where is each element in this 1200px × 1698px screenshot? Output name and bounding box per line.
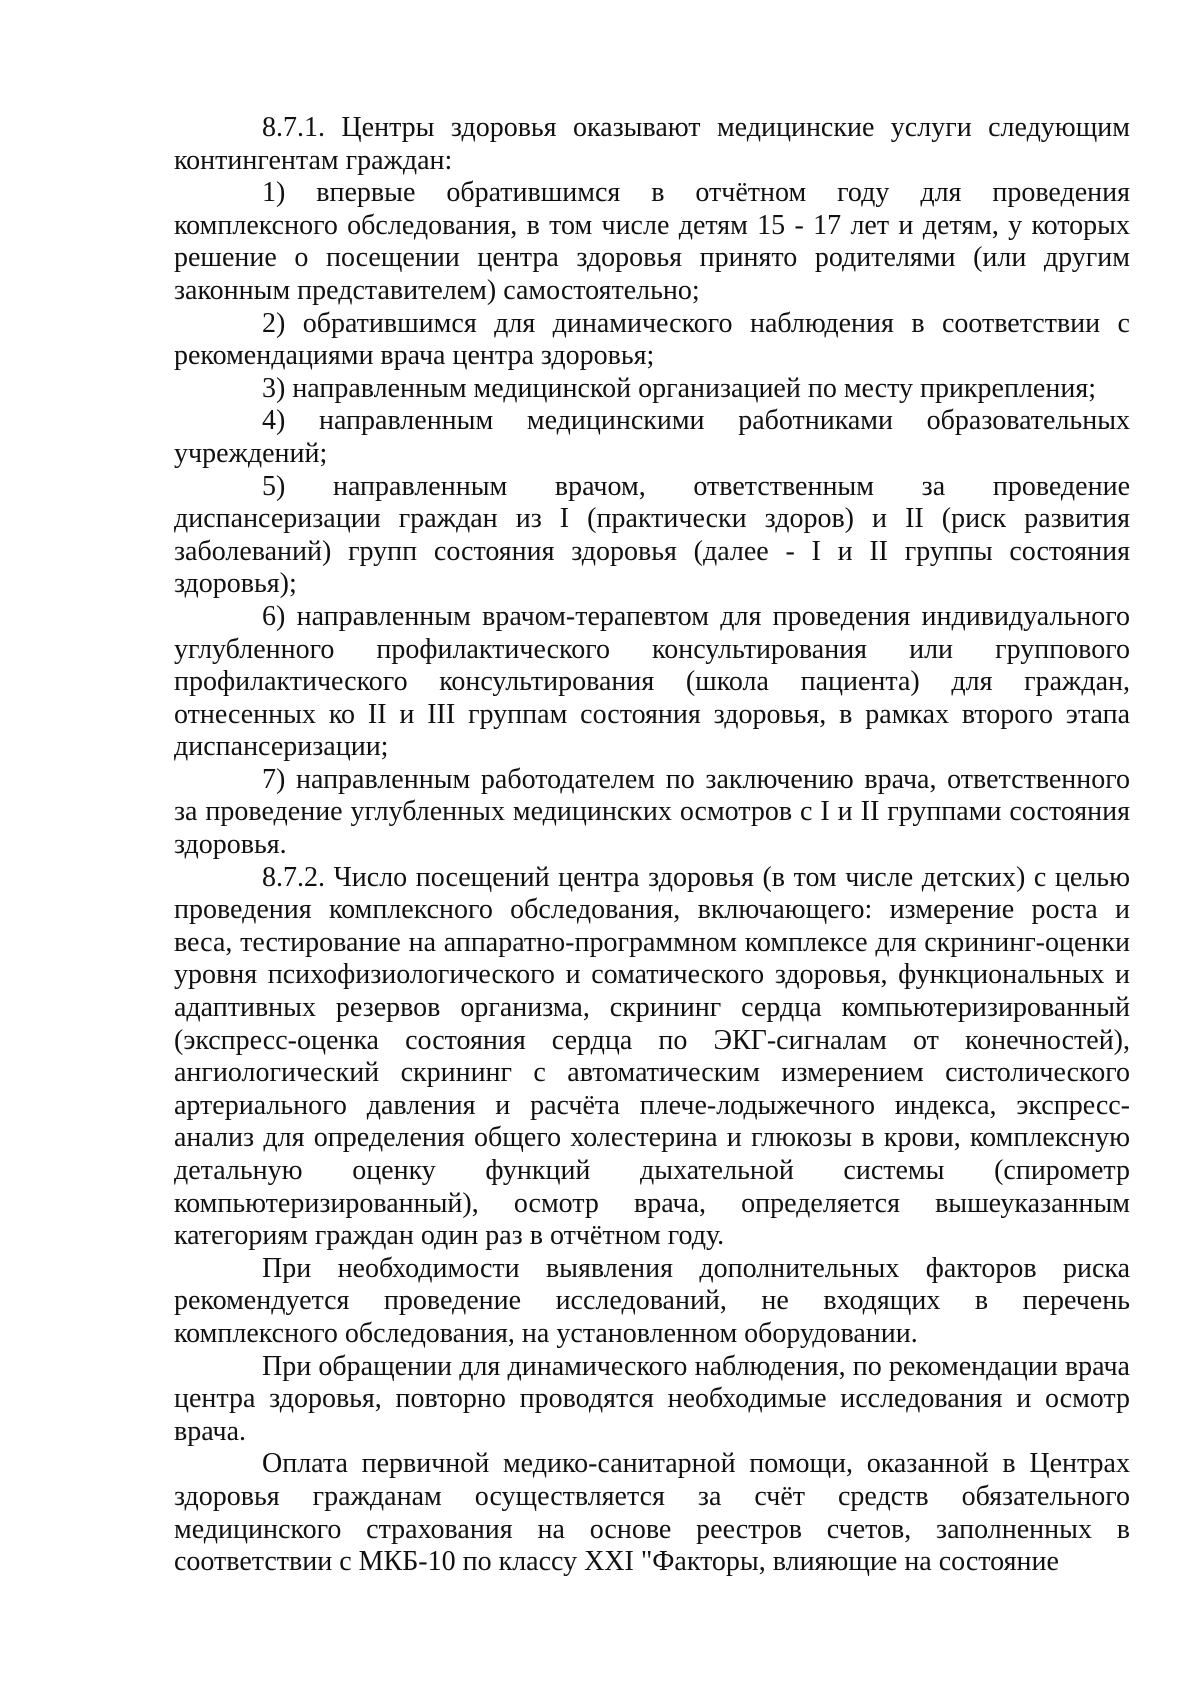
list-item-7: 7) направленным работодателем по заключению врача, ответственного за проведение углубленных медицинских осмотров с I и II группами состояния здоровья. — [174, 763, 1130, 861]
list-item-4: 4) направленным медицинскими работниками образовательных учреждений; — [174, 405, 1130, 469]
document-page — [174, 112, 1130, 1579]
list-item-5: 5) направленным врачом, ответственным за проведение диспансеризации граждан из I (практически здоров) и II (риск развития заболеваний) групп состояния здоровья (далее - I и II группы состояния здоровья); — [174, 470, 1130, 600]
list-item-1: 1) впервые обратившимся в отчётном году для проведения комплексного обследования, в том числе детям 15 - 17 лет и детям, у которых решение о посещении центра здоровья принято родителями (или другим законным представителем) самостоятельно; — [174, 177, 1130, 306]
paragraph-dynamic-observation: При обращении для динамического наблюдения, по рекомендации врача центра здоровья, повторно проводятся необходимые исследования и осмотр врача. — [174, 1350, 1130, 1447]
list-item-3: 3) направленным медицинской организацией по месту прикрепления; — [262, 372, 1096, 404]
list-item-6: 6) направленным врачом-терапевтом для проведения индивидуального углубленного профилактического консультирования или группового профилактического консультирования (школа пациента) для граждан, отнесенных ко II и III группам состояния здоровья, в рамках второго этапа диспансеризации; — [174, 600, 1130, 763]
paragraph-additional-risk-factors: При необходимости выявления дополнительных факторов риска рекомендуется проведение исследований, не входящих в перечень комплексного обследования, на установленном оборудовании. — [174, 1252, 1130, 1349]
paragraph-payment: Оплата первичной медико-санитарной помощи, оказанной в Центрах здоровья гражданам осуществляется за счёт средств обязательного медицинского страхования на основе реестров счетов, заполненных в соответствии с МКБ-10 по классу XXI "Факторы, влияющие на состояние — [174, 1448, 1130, 1578]
list-item-2: 2) обратившимся для динамического наблюдения в соответствии с рекомендациями врача центра здоровья; — [174, 307, 1130, 372]
paragraph-8-7-2: 8.7.2. Число посещений центра здоровья (в том числе детских) с целью проведения комплексного обследования, включающего: измерение роста и веса, тестирование на аппаратно-программном комплексе для скрининг-оценки уровня психофизиологического и соматического здоровья, функциональных и адаптивных резервов организма, скрининг сердца компьютеризированный (экспресс-оценка состояния сердца по ЭКГ-сигналам от конечностей), ангиологический скрининг с автоматическим измерением систолического артериального давления и расчёта плече-лодыжечного индекса, экспресс-анализ для определения общего холестерина и глюкозы в крови, комплексную детальную оценку функций дыхательной системы (спирометр компьютеризированный), осмотр врача, определяется вышеуказанным категориям граждан один раз в отчётном году. — [174, 861, 1130, 1252]
paragraph-8-7-1: 8.7.1. Центры здоровья оказывают медицинские услуги следующим контингентам граждан: — [174, 112, 1130, 176]
